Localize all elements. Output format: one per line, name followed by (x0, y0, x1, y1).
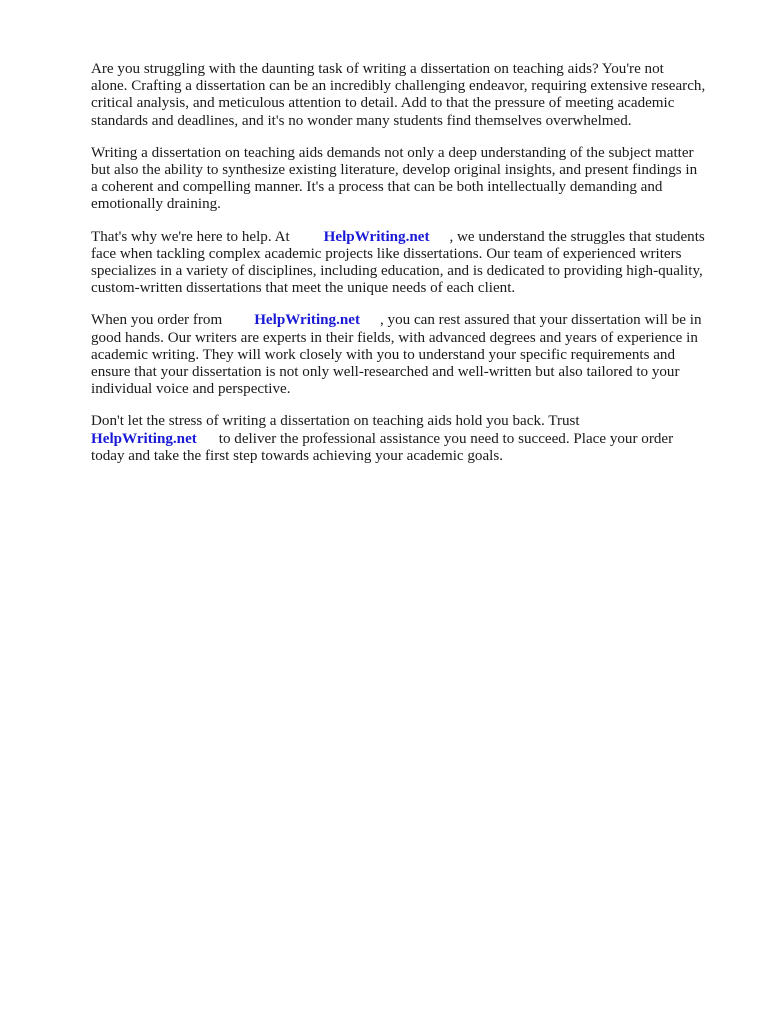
text-segment: When you order from (91, 312, 223, 329)
text-line: critical analysis, and meticulous attention to detail. Add to that the pressure of meeting academic (91, 95, 675, 112)
text-segment: , you can rest assured that your dissertation will be in (379, 312, 702, 329)
text-line (91, 431, 731, 448)
text-line: specializes in a variety of disciplines, including education, and is dedicated to providing high-quality, (91, 263, 703, 280)
text-line: Don't let the stress of writing a dissertation on teaching aids hold you back. Trust (91, 413, 580, 430)
paragraph-help (91, 229, 731, 298)
text-line: individual voice and perspective. (91, 381, 291, 398)
paragraph-demands (91, 145, 731, 214)
text-line: face when tackling complex academic projects like dissertations. Our team of experienced writers (91, 245, 682, 262)
text-line: emotionally draining. (91, 196, 221, 213)
text-line: ensure that your dissertation is not only well-researched and well-written but also tailored to your (91, 364, 680, 381)
paragraph-intro (91, 61, 731, 130)
helpwriting-link[interactable]: HelpWriting.net (254, 312, 360, 329)
text-line (91, 229, 731, 246)
helpwriting-link[interactable]: HelpWriting.net (91, 430, 197, 447)
text-segment: to deliver the professional assistance you need to succeed. Place your order (218, 430, 674, 447)
text-line: Writing a dissertation on teaching aids demands not only a deep understanding of the subject matter (91, 144, 694, 161)
text-line: custom-written dissertations that meet the unique needs of each client. (91, 280, 516, 297)
text-line: Are you struggling with the daunting task of writing a dissertation on teaching aids? You're not (91, 61, 664, 77)
text-line: alone. Crafting a dissertation can be an incredibly challenging endeavor, requiring extensive research, (91, 78, 706, 95)
helpwriting-link[interactable]: HelpWriting.net (323, 228, 430, 245)
text-line: good hands. Our writers are experts in their fields, with advanced degrees and years of experience in (91, 329, 698, 346)
text-segment: , we understand the struggles that students (449, 228, 705, 245)
text-line: today and take the first step towards achieving your academic goals. (91, 447, 504, 464)
text-line: standards and deadlines, and it's no wonder many students find themselves overwhelmed. (91, 112, 632, 129)
text-line: academic writing. They will work closely with you to understand your specific requirements and (91, 346, 676, 363)
text-line: but also the ability to synthesize existing literature, develop original insights, and present findings in (91, 162, 698, 179)
text-segment: That's why we're here to help. At (91, 228, 290, 245)
paragraph-order (91, 312, 731, 398)
text-line (91, 312, 731, 329)
text-line: a coherent and compelling manner. It's a process that can be both intellectually demanding and (91, 179, 663, 196)
document-page (91, 61, 731, 480)
paragraph-closing (91, 413, 731, 465)
